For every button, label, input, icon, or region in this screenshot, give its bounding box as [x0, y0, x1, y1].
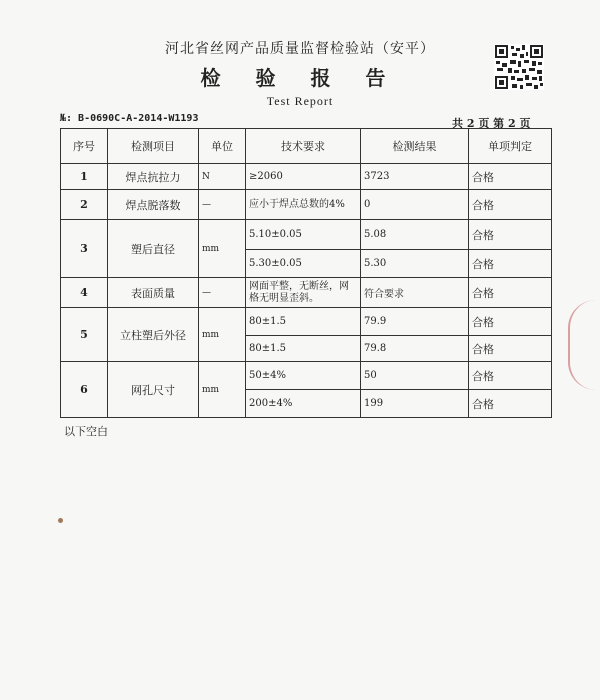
table-header-row [61, 129, 552, 164]
test-item: 立柱塑后外径 [108, 308, 199, 362]
row-number: 2 [61, 190, 108, 220]
row-number: 1 [61, 164, 108, 190]
header-cell: 检测项目 [108, 129, 199, 164]
paper-speck [58, 518, 63, 523]
blank-below-note: 以下空白 [64, 425, 108, 438]
test-results-table [60, 128, 552, 418]
requirement: 200±4% [246, 390, 361, 418]
unit: — [199, 190, 246, 220]
table-row [61, 308, 552, 336]
test-result: 50 [361, 362, 469, 390]
verdict: 合格 [469, 220, 552, 250]
table-row [61, 190, 552, 220]
header-cell: 单项判定 [469, 129, 552, 164]
requirement: 5.10±0.05 [246, 220, 361, 250]
requirement: 80±1.5 [246, 336, 361, 362]
verdict: 合格 [469, 250, 552, 278]
test-result: 5.30 [361, 250, 469, 278]
requirement: 网面平整，无断丝，网格无明显歪斜。 [246, 278, 361, 308]
seal-stamp-edge [568, 300, 596, 390]
test-item: 焊点抗拉力 [108, 164, 199, 190]
row-number: 3 [61, 220, 108, 278]
header-cell: 序号 [61, 129, 108, 164]
unit: — [199, 278, 246, 308]
test-item: 焊点脱落数 [108, 190, 199, 220]
organization-name: 河北省丝网产品质量监督检验站（安平） [165, 41, 435, 57]
page-info: 共 2 页 第 2 页 [452, 117, 531, 130]
header-cell: 检测结果 [361, 129, 469, 164]
requirement: 5.30±0.05 [246, 250, 361, 278]
requirement: 50±4% [246, 362, 361, 390]
test-result: 5.08 [361, 220, 469, 250]
report-number: №: B-0690C-A-2014-W1193 [60, 113, 199, 124]
table-row [61, 164, 552, 190]
unit: mm [199, 220, 246, 278]
requirement: 80±1.5 [246, 308, 361, 336]
verdict: 合格 [469, 278, 552, 308]
test-item: 网孔尺寸 [108, 362, 199, 418]
row-number: 4 [61, 278, 108, 308]
verdict: 合格 [469, 336, 552, 362]
requirement: ≥2060 [246, 164, 361, 190]
verdict: 合格 [469, 190, 552, 220]
test-result: 199 [361, 390, 469, 418]
table-row [61, 278, 552, 308]
report-title-cn: 检 验 报 告 [200, 66, 400, 90]
test-result: 0 [361, 190, 469, 220]
header-cell: 技术要求 [246, 129, 361, 164]
verdict: 合格 [469, 164, 552, 190]
test-result: 79.8 [361, 336, 469, 362]
test-result: 符合要求 [361, 278, 469, 308]
unit: N [199, 164, 246, 190]
row-number: 6 [61, 362, 108, 418]
unit: mm [199, 362, 246, 418]
report-title-en: Test Report [266, 94, 334, 108]
verdict: 合格 [469, 362, 552, 390]
test-result: 3723 [361, 164, 469, 190]
test-result: 79.9 [361, 308, 469, 336]
header-cell: 单位 [199, 129, 246, 164]
table-row [61, 362, 552, 390]
test-item: 表面质量 [108, 278, 199, 308]
verdict: 合格 [469, 390, 552, 418]
requirement: 应小于焊点总数的4% [246, 190, 361, 220]
table-row [61, 220, 552, 250]
unit: mm [199, 308, 246, 362]
row-number: 5 [61, 308, 108, 362]
test-item: 塑后直径 [108, 220, 199, 278]
verdict: 合格 [469, 308, 552, 336]
